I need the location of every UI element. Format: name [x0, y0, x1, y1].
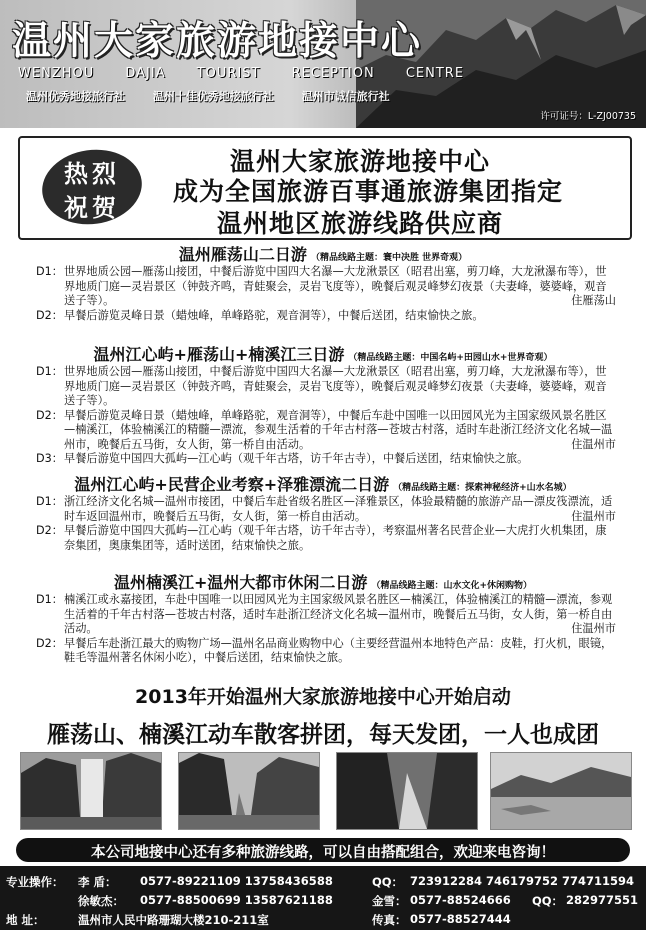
day-text: 世界地质公园—雁荡山接团，中餐后游览中国四大名瀑—大龙湫景区（昭君出塞，剪刀峰，大龙湫瀑布等），世界地质门庭—灵岩景区（钟鼓齐鸣，青蛙聚会，灵岩飞度等），晚餐后观灵峰梦幻夜景（夫妻峰，婆婆峰，观音送子等）。: [64, 265, 607, 307]
day-label: D1：: [36, 495, 63, 508]
banner-line-1: 温州大家旅游地接中心: [229, 147, 490, 176]
agency-honors: [26, 88, 414, 104]
tour-section: [0, 242, 646, 323]
jinma-phone[interactable]: 0577-88524666: [410, 893, 511, 907]
tour-title: 温州楠溪江+温州大都市休闲二日游 （精品线路主题：山水文化+休闲购物）: [114, 573, 532, 592]
day-label: D3：: [36, 452, 63, 465]
day-text: 楠溪江或永嘉接团，车赴中国唯一以田园风光为主国家级风景名胜区—楠溪江，体验楠溪江的精髓—漂流，参观生活着的千年古村落—苍坡古村落，适时车赴浙江经济文化名城—温州市，晚餐后五马街，女人街，第一桥自由活动。: [64, 593, 613, 635]
day-label: D1：: [36, 365, 63, 378]
day-stay: 住温州市: [571, 622, 616, 635]
qq2-number[interactable]: 282977551: [566, 893, 639, 907]
license-number: 许可证号：L-ZJ00735: [540, 111, 636, 122]
itinerary-day: [36, 593, 616, 637]
tour-theme: （精品线路主题：寰中决胜 世界奇观）: [310, 253, 468, 263]
cliff-photo: [178, 752, 320, 830]
notice-text: 本公司地接中心还有多种旅游线路，可以自由搭配组合，欢迎来电咨询！: [91, 845, 555, 861]
itinerary-day: [36, 365, 616, 409]
contact-phones[interactable]: 0577-88500699 13587621188: [140, 893, 333, 907]
tour-theme: （精品线路主题：山水文化+休闲购物）: [371, 581, 532, 591]
tour-section: [0, 570, 646, 666]
qq2-label: QQ：: [532, 894, 564, 908]
day-stay: 住温州市: [571, 509, 616, 523]
photo-strip: [20, 752, 630, 832]
day-text: 早餐后游览中国四大孤屿—江心屿（观千年古塔，访千年古寺），考察温州著名民营企业—大虎打火机集团，康奈集团，奥康集团等，适时送团，结束愉快之旅。: [64, 524, 607, 552]
gorge-photo: [336, 752, 478, 830]
ops-label: 专业操作：: [6, 875, 64, 889]
badge-line-1: 热烈: [64, 160, 120, 188]
fax-label: 传真：: [372, 913, 407, 927]
address-label: 地 址：: [6, 913, 45, 927]
page-title-english: WENZHOU DAJIA TOURIST RECEPTION CENTRE: [18, 66, 465, 81]
itinerary-day: [36, 495, 616, 524]
banner-line-3: 温州地区旅游线路供应商: [216, 209, 503, 238]
badge-line-2: 祝贺: [64, 194, 120, 222]
address-value: 温州市人民中路珊瑚大楼210-211室: [78, 913, 269, 927]
slogan-line-1: 2013年开始温州大家旅游地接中心开始启动: [135, 686, 511, 708]
day-label: D1：: [36, 593, 63, 606]
day-label: D2：: [36, 524, 63, 537]
agency-honor: 温州优秀地接旅行社: [26, 90, 125, 103]
day-label: D1：: [36, 265, 63, 278]
day-text: 早餐后游览中国四大孤屿—江心屿（观千年古塔，访千年古寺），中餐后送团，结束愉快之旅。: [64, 452, 529, 465]
itinerary-day: [36, 309, 616, 324]
tour-theme: （精品线路主题：探索神秘经济+山水名城）: [393, 483, 572, 493]
day-text: 早餐后游览灵峰日景（蜡烛峰，单峰路驼，观音洞等），中餐后车赴中国唯一以田园风光为主国家级风景名胜区—楠溪江，体验楠溪江的精髓—漂流，参观生活着的千年古村落—苍坡古村落，适时车赴浙江经济文化名城—温州市，晚餐后五马街，女人街，第一桥自由活动。: [64, 408, 613, 451]
day-stay: 住雁荡山: [571, 294, 616, 307]
slogan-line-2: 雁荡山、楠溪江动车散客拼团，每天发团，一人也成团: [47, 722, 599, 748]
tour-title: 温州江心屿+民营企业考察+泽雅漂流二日游 （精品线路主题：探索神秘经济+山水名城）: [74, 475, 572, 494]
qq-label: QQ：: [372, 875, 404, 889]
tour-section: [0, 342, 646, 467]
congratulations-banner: [18, 136, 632, 240]
day-stay: 住温州市: [571, 437, 616, 451]
agency-honor: 温州市诚信旅行社: [301, 90, 390, 103]
tour-section: [0, 472, 646, 553]
jinma-label: 金雪：: [372, 894, 407, 908]
tour-title: 温州雁荡山二日游 （精品线路主题：寰中决胜 世界奇观）: [178, 245, 468, 264]
day-text: 浙江经济文化名城—温州市接团，中餐后车赴省级名胜区—泽雅景区，体验最精髓的旅游产品—漂皮筏漂流，适时车返回温州市，晚餐后五马街，女人街，第一桥自由活动。: [64, 495, 613, 523]
contact-name: 李 盾：: [78, 875, 117, 889]
contact-phones[interactable]: 0577-89221109 13758436588: [140, 874, 333, 888]
itinerary-day: [36, 409, 616, 453]
itinerary-day: [36, 637, 616, 666]
waterfall-photo: [20, 752, 162, 830]
river-photo: [490, 752, 632, 830]
day-text: 世界地质公园—雁荡山接团，中餐后游览中国四大名瀑—大龙湫景区（昭君出塞，剪刀峰，大龙湫瀑布等），世界地质门庭—灵岩景区（钟鼓齐鸣，青蛙聚会，灵岩飞度等），晚餐后观灵峰梦幻夜景（夫妻峰，婆婆峰，观音送子等）。: [64, 365, 607, 407]
day-label: D2：: [36, 408, 63, 422]
qq-numbers[interactable]: 723912284 746179752 774711594: [410, 874, 635, 888]
day-text: 早餐后游览灵峰日景（蜡烛峰，单峰路驼，观音洞等），中餐后送团，结束愉快之旅。: [64, 308, 484, 322]
day-label: D2：: [36, 308, 63, 322]
page-title: 温州大家旅游地接中心: [12, 19, 423, 64]
notice-strip: [16, 838, 630, 862]
contact-footer: [0, 866, 646, 930]
tour-title: 温州江心屿+雁荡山+楠溪江三日游 （精品线路主题：中国名屿+田园山水+世界奇观）: [93, 345, 553, 364]
itinerary-day: [36, 265, 616, 309]
itinerary-day: [36, 452, 616, 467]
itinerary-day: [36, 524, 616, 553]
tour-theme: （精品线路主题：中国名屿+田园山水+世界奇观）: [348, 353, 553, 363]
day-label: D2：: [36, 636, 63, 650]
day-text: 早餐后车赴浙江最大的购物广场—温州名品商业购物中心（主要经营温州本地特色产品：皮鞋，打火机，眼镜，鞋毛等温州著名休闲小吃），中餐后送团，结束愉快之旅。: [64, 636, 613, 664]
fax-number[interactable]: 0577-88527444: [410, 912, 511, 926]
agency-honor: 温州十佳优秀地接旅行社: [152, 90, 274, 103]
header-banner: [0, 0, 646, 128]
banner-line-2: 成为全国旅游百事通旅游集团指定: [172, 177, 563, 206]
contact-name: 徐敏杰：: [78, 894, 124, 908]
